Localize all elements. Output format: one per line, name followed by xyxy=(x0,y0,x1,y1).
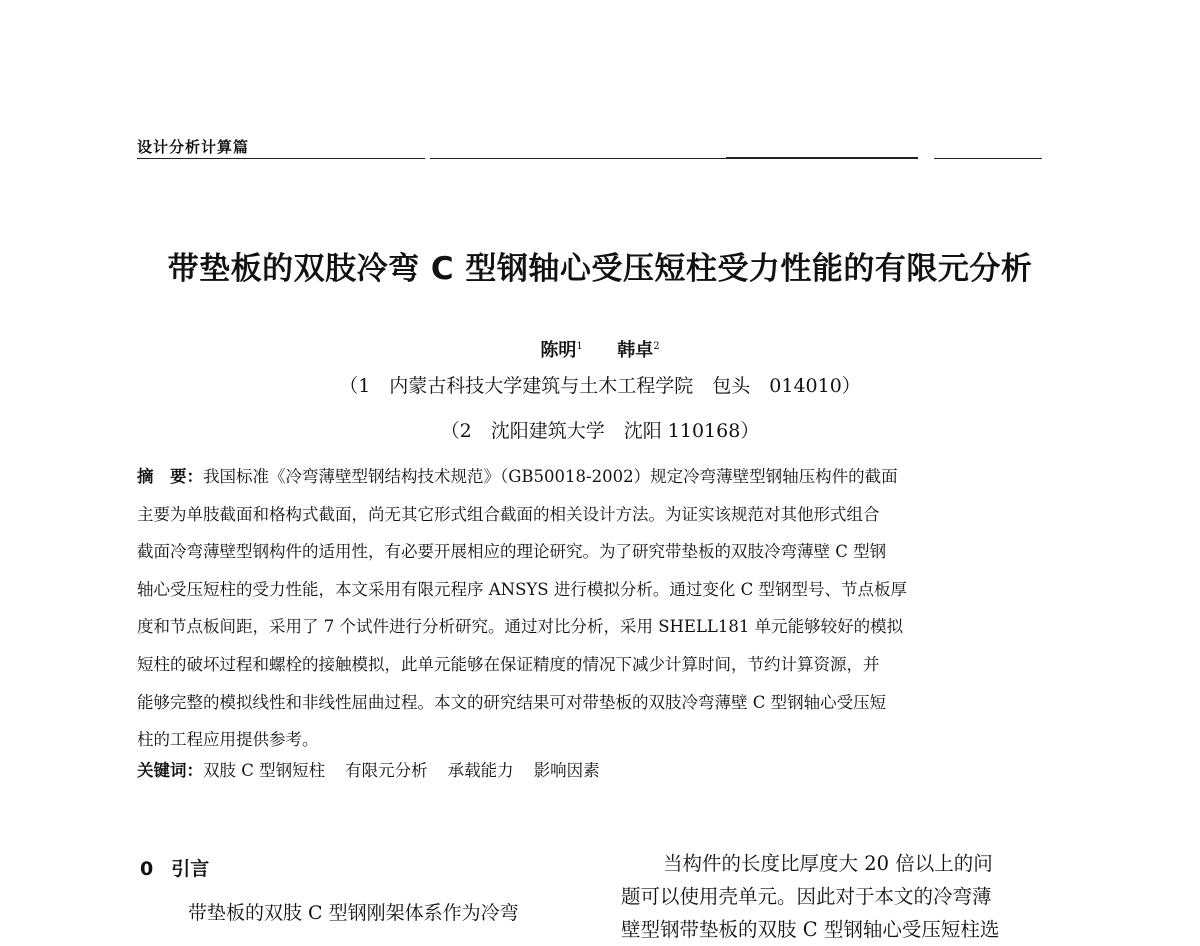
abstract-line xyxy=(137,458,1043,496)
header-rule xyxy=(430,158,730,159)
paper-title: 带垫板的双肢冷弯 C 型钢轴心受压短柱受力性能的有限元分析 xyxy=(167,251,1033,287)
author-affiliation-mark: 2 xyxy=(653,341,660,352)
section-number: 0 xyxy=(140,858,154,880)
running-head: 设计分析计算篇 xyxy=(137,138,250,156)
author-name: 韩卓 xyxy=(617,340,654,361)
abstract xyxy=(137,458,1043,759)
body-right-column xyxy=(621,847,1051,946)
abstract-line: 能够完整的模拟线性和非线性屈曲过程。本文的研究结果可对带垫板的双肢冷弯薄壁 C 型钢轴心受压短 xyxy=(137,692,887,712)
abstract-line: 度和节点板间距，采用了 7 个试件进行分析研究。通过对比分析，采用 SHELL181 单元能够较好的模拟 xyxy=(137,617,904,637)
keyword: 承载能力 xyxy=(447,761,514,780)
keyword: 影响因素 xyxy=(533,761,600,780)
keyword: 有限元分析 xyxy=(345,761,428,780)
section-heading xyxy=(140,854,209,881)
body-left-column xyxy=(188,898,519,925)
header-rule xyxy=(137,158,425,159)
header-rule xyxy=(726,157,918,159)
abstract-line: 柱的工程应用提供参考。 xyxy=(137,730,319,750)
keywords xyxy=(137,757,620,781)
body-text-line: 题可以使用壳单元。因此对于本文的冷弯薄 xyxy=(621,885,992,908)
abstract-line: 主要为单肢截面和格构式截面，尚无其它形式组合截面的相关设计方法。为证实该规范对其他形式组合 xyxy=(137,504,880,524)
abstract-line: 截面冷弯薄壁型钢构件的适用性，有必要开展相应的理论研究。为了研究带垫板的双肢冷弯薄壁 C 型钢 xyxy=(137,542,887,562)
abstract-line: 轴心受压短柱的受力性能，本文采用有限元程序 ANSYS 进行模拟分析。通过变化 C 型钢型号、节点板厚 xyxy=(137,579,907,599)
body-text-line: 当构件的长度比厚度大 20 倍以上的问 xyxy=(663,852,993,875)
author-line xyxy=(0,336,1200,362)
header-rule xyxy=(934,158,1042,159)
keywords-label: 关键词： xyxy=(137,761,203,780)
author-name: 陈明 xyxy=(540,340,577,361)
body-text-line: 带垫板的双肢 C 型钢刚架体系作为冷弯 xyxy=(188,902,519,924)
keyword: 双肢 C 型钢短柱 xyxy=(203,761,326,780)
affiliation-1: （1 内蒙古科技大学建筑与土木工程学院 包头 014010） xyxy=(339,375,861,397)
abstract-text: 我国标准《冷弯薄壁型钢结构技术规范》（GB50018-2002）规定冷弯薄壁型钢轴压构件的截面 xyxy=(203,467,898,486)
abstract-line: 短柱的破坏过程和螺栓的接触模拟，此单元能够在保证精度的情况下减少计算时间，节约计算资源，并 xyxy=(137,654,880,674)
abstract-label: 摘 要： xyxy=(137,467,203,486)
body-text-line: 壁型钢带垫板的双肢 C 型钢轴心受压短柱选 xyxy=(621,918,1000,941)
section-title: 引言 xyxy=(171,858,210,880)
author-affiliation-mark: 1 xyxy=(576,341,583,352)
affiliation-2: （2 沈阳建筑大学 沈阳 110168） xyxy=(440,420,760,442)
